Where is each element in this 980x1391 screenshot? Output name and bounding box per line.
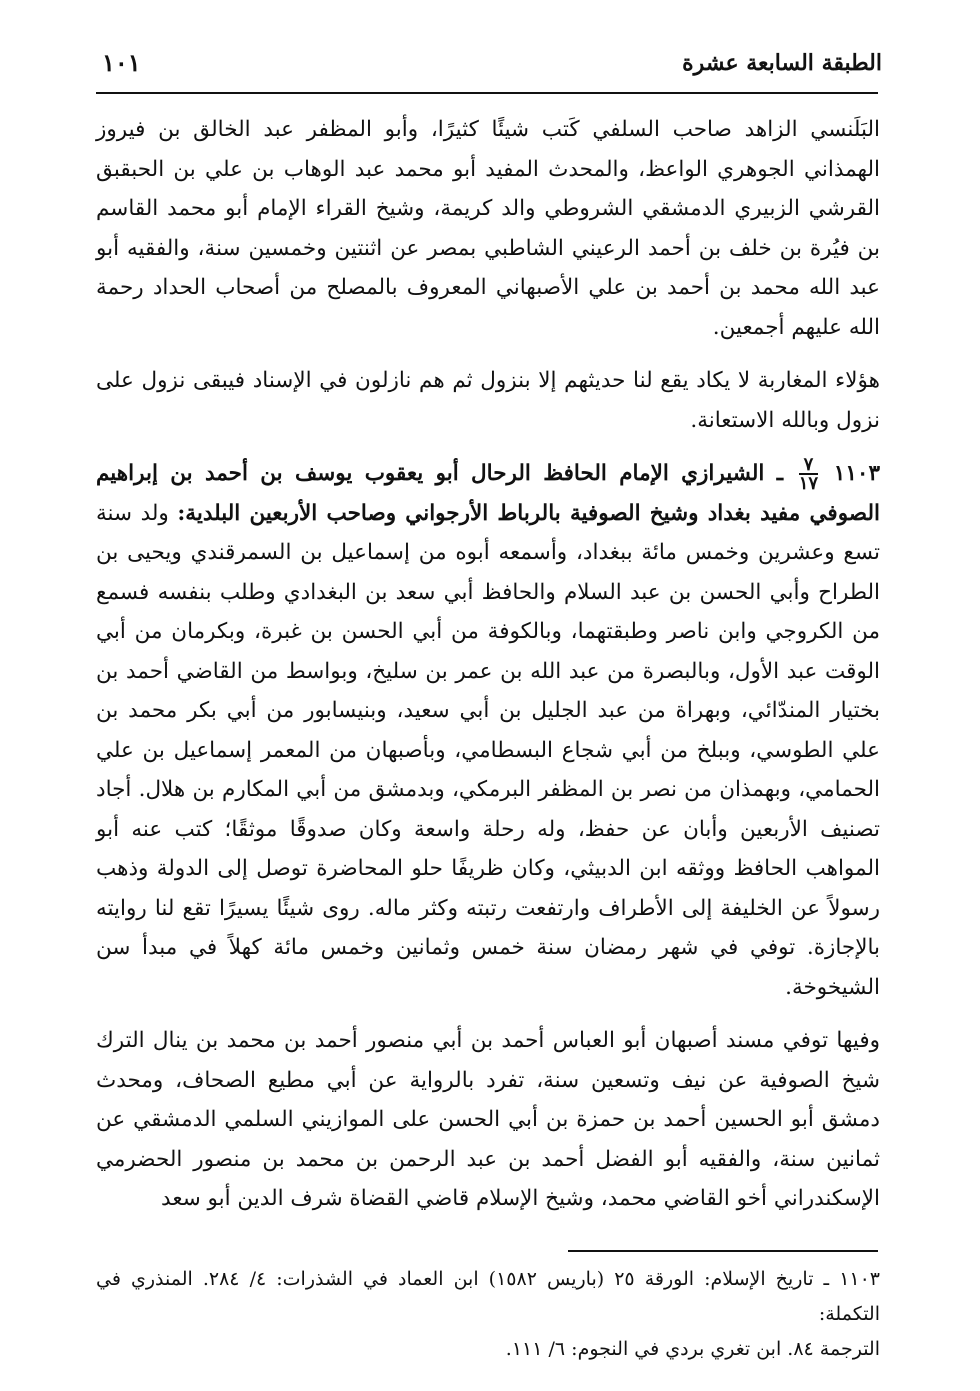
entry-heading: ـ الشيرازي الإمام الحافظ الرحال أبو يعقوب يوسف بن أحمد بن إبراهيم الصوفي مفيد بغداد وشيخ الصوفية بالرباط الأرجواني وصاحب الأربعين البلدية:: [96, 461, 880, 526]
paragraph-4: وفيها توفي مسند أصبهان أبو العباس أحمد بن أبي منصور أحمد بن محمد بن ينال الترك شيخ الصوفية عن نيف وتسعين سنة، تفرد بالرواية عن أبي مطيع الصحاف، ومحدث دمشق أبو الحسين أحمد بن حمزة بن أبي الحسن على الموازيني السلمي الدمشقي عن ثمانين سنة، والفقيه أبو الفضل أحمد بن عبد الرحمن بن محمد بن منصور الحضرمي الإسكندراني أخو القاضي محمد، وشيخ الإسلام قاضي القضاة شرف الدين أبو سعد: [96, 1028, 880, 1211]
paragraph-1: البَلَنسي الزاهد صاحب السلفي كَتب شيئًا كثيرًا، وأبو المظفر عبد الخالق بن فيروز الهمذاني الجوهري الواعظ، والمحدث المفيد أبو محمد عبد الوهاب بن علي بن الحبقبق القرشي الزبيري الدمشقي الشروطي والد كريمة، وشيخ القراء الإمام أبو محمد القاسم بن فيُرة بن خلف بن أحمد الرعيني الشاطبي بمصر عن اثنتين وخمسين سنة، والفقيه أبو عبد الله محمد بن أحمد بن علي الأصبهاني المعروف بالمصلح من أصحاب الحداد رحمة الله عليهم أجمعين.: [96, 117, 880, 340]
entry-fraction: [799, 456, 818, 492]
footnotes: [96, 1262, 880, 1367]
footnote-line-2: الترجمة ٨٤. ابن تغري بردي في النجوم: ٦/ ١١١.: [505, 1338, 880, 1360]
main-text: [96, 110, 880, 1233]
fraction-numerator: ٧: [799, 456, 818, 475]
biography-entry: [96, 454, 880, 1007]
header-divider: [96, 92, 878, 94]
footnote-line-1: ١١٠٣ ـ تاريخ الإسلام: الورقة ٢٥ (باريس ١٥٨٢) ابن العماد في الشذرات: ٤/ ٢٨٤. المنذري في التكملة:: [96, 1268, 881, 1325]
fraction-denominator: ١٧: [798, 473, 819, 494]
entry-text: ولد سنة تسع وعشرين وخمس مائة ببغداد، وأسمعه أبوه من إسماعيل بن السمرقندي ويحيى بن الطراح وأبي الحسن بن عبد السلام والحافظ أبي سعد بن البغدادي وطلب بنفسه فسمع من الكروجي وابن ناصر وطبقتهما، وبالكوفة من أبي الحسن بن غبرة، وبكرمان من أبي الوقت عبد الأول، وبالبصرة من عبد الله بن عمر بن سليخ، وبواسط من القاضي أحمد بن بختيار المندّائي، وبهراة من عبد الجليل بن أبي سعيد، وبنيسابور من أبي بكر محمد بن علي الطوسي، وببلخ من أبي شجاع البسطامي، وبأصبهان من المعمر إسماعيل بن علي الحمامي، وبهمذان من نصر بن المظفر البرمكي، وبدمشق من أبي المكارم بن هلال. أجاد تصنيف الأربعين وأبان عن حفظ، وله رحلة واسعة وكان صدوقًا موثقًا؛ كتب عنه أبو المواهب الحافظ ووثقه ابن الدبيثي، وكان ظريفًا حلو المحاضرة توصل إلى الدولة وذهب رسولاً عن الخليفة إلى الأطراف وارتفعت رتبته وكثر ماله. روى شيئًا يسيرًا تقع لنا روايته بالإجازة. توفي في شهر رمضان سنة خمس وثمانين وخمس مائة كهلاً في مبدأ سن الشيخوخة.: [96, 500, 880, 1000]
page-number: ١٠١: [102, 48, 141, 77]
paragraph-2: هؤلاء المغاربة لا يكاد يقع لنا حديثهم إلا بنزول ثم هم نازلون في الإسناد فيبقى نزول على نزول وبالله الاستعانة.: [96, 368, 880, 433]
entry-number: ١١٠٣: [833, 461, 880, 486]
footnote-divider: [568, 1250, 878, 1252]
running-title: الطبقة السابعة عشرة: [682, 50, 882, 76]
